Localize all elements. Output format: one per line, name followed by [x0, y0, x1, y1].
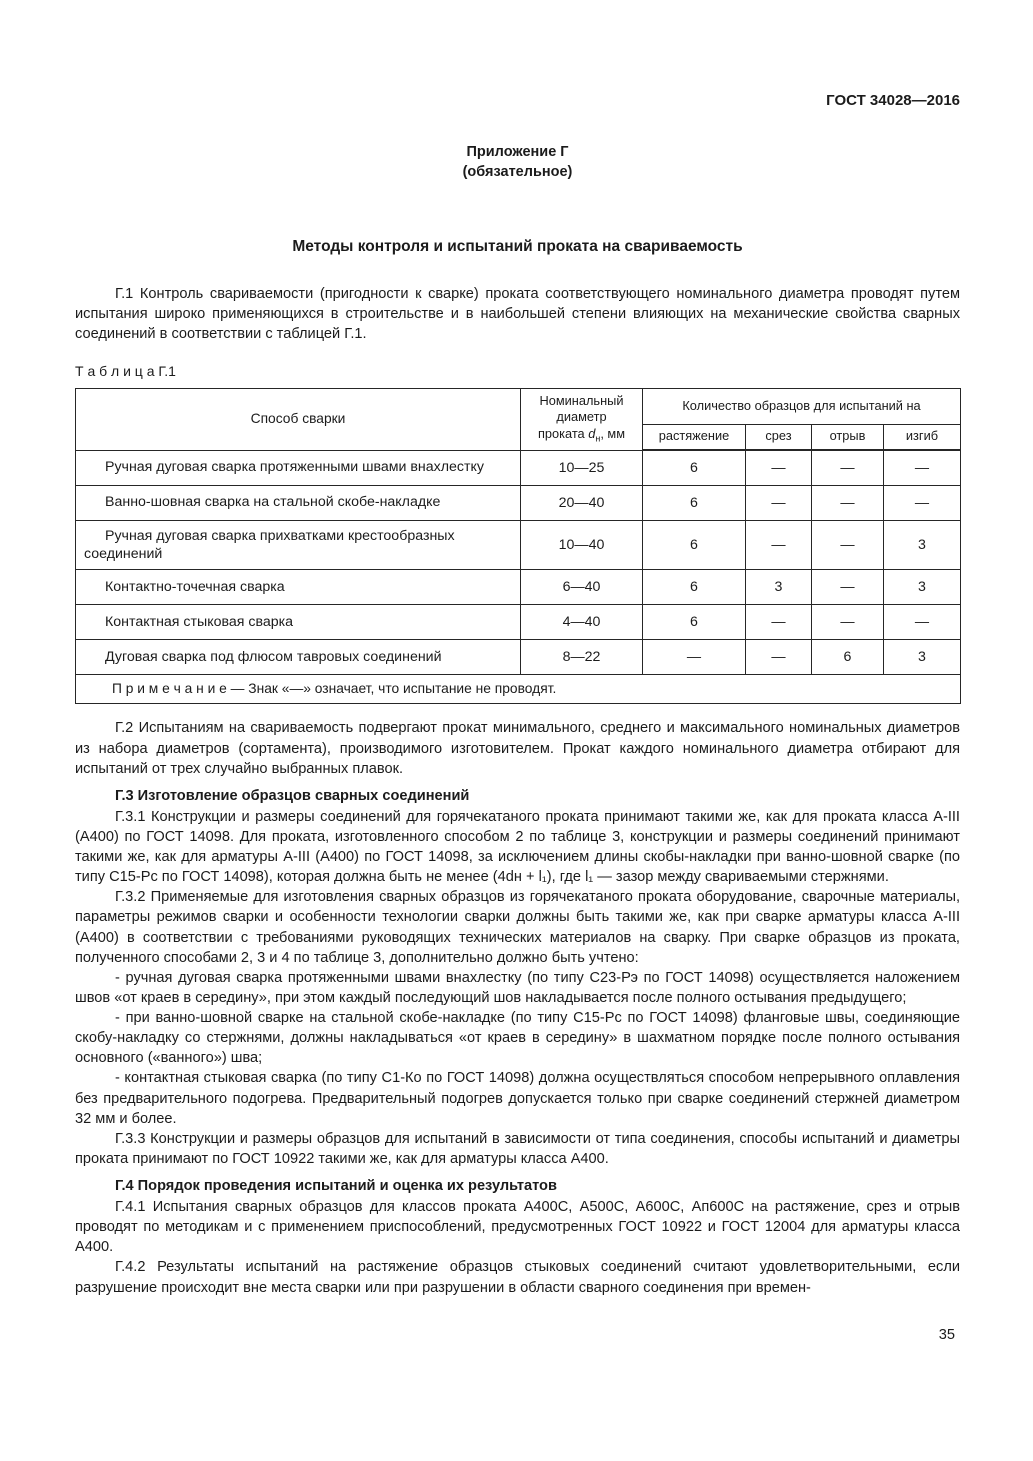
- cell-tension: 6: [643, 485, 746, 520]
- cell-bend: —: [884, 605, 961, 640]
- cell-shear: —: [746, 520, 812, 570]
- cell-diameter: 6—40: [521, 570, 643, 605]
- cell-diameter: 8—22: [521, 640, 643, 675]
- cell-tearoff: 6: [812, 640, 884, 675]
- paragraph-g1: Г.1 Контроль свариваемости (пригодности к сварке) проката соответствующего номинального диаметра проводят путем испытания широко применяющихся в строительстве и в наибольшей степени влияющих на механические свойства сварных соединений в соответствии с таблицей Г.1.: [75, 286, 960, 343]
- heading-g4: Г.4 Порядок проведения испытаний и оценка их результатов: [115, 1178, 557, 1195]
- paragraph-g3-2: Г.3.2 Применяемые для изготовления сварных образцов из горячекатаного проката оборудование, сварочные материалы, параметры режимов сварки и особенности технологии сварки должны быть такими же, как при сварке арматуры класса А-III (А400) в соответствии с требованиями руководящих технических материалов на сварку. При сварке образцов из проката, полученного способами 2, 3 и 4 по таблице 3, дополнительно должно быть учтено:: [75, 889, 960, 966]
- table-note-label: П р и м е ч а н и е: [112, 681, 227, 697]
- cell-tearoff: —: [812, 570, 884, 605]
- cell-diameter: 20—40: [521, 485, 643, 520]
- cell-tension: 6: [643, 570, 746, 605]
- diameter-subscript: н: [595, 433, 601, 444]
- cell-method: Контактная стыковая сварка: [76, 605, 521, 640]
- appendix-title: Приложение Г: [466, 144, 569, 160]
- table-note-text: — Знак «—» означает, что испытание не проводят.: [226, 681, 557, 697]
- cell-bend: —: [884, 485, 961, 520]
- cell-tension: 6: [643, 450, 746, 485]
- column-header-diameter-unit: , мм: [600, 426, 626, 442]
- cell-diameter: 4—40: [521, 605, 643, 640]
- column-header-samples: Количество образцов для испытаний на: [643, 388, 961, 424]
- page-title: Методы контроля и испытаний проката на свариваемость: [292, 238, 743, 256]
- cell-shear: —: [746, 605, 812, 640]
- cell-shear: —: [746, 450, 812, 485]
- table-g1: [75, 388, 961, 705]
- cell-tearoff: —: [812, 450, 884, 485]
- column-header-diameter-line-3: проката: [537, 426, 589, 442]
- cell-diameter: 10—25: [521, 450, 643, 485]
- cell-tension: —: [643, 640, 746, 675]
- appendix-note: (обязательное): [462, 163, 573, 180]
- paragraph-g3-2-item-1: - ручная дуговая сварка протяженными швами внахлестку (по типу С23-Рэ по ГОСТ 14098) осуществляется наложением швов «от краев в середину», при этом каждый последующий шов накладывается после полного остывания предыдущего;: [75, 969, 960, 1006]
- appendix-heading: [75, 143, 960, 182]
- cell-shear: —: [746, 485, 812, 520]
- table-row: [76, 570, 961, 605]
- diameter-symbol: d: [588, 426, 596, 442]
- document-number: ГОСТ 34028—2016: [826, 92, 960, 109]
- table-note-row: [76, 675, 961, 704]
- table-row: [76, 640, 961, 675]
- column-header-diameter-line-1: Номинальный: [539, 392, 624, 408]
- column-header-diameter-line-2: диаметр: [556, 409, 607, 425]
- table-row: [76, 520, 961, 570]
- paragraph-g4-2: Г.4.2 Результаты испытаний на растяжение образцов стыковых соединений считают удовлетворительными, если разрушение происходит вне места сварки или при разрушении в области сварного соединения при времен-: [75, 1259, 960, 1296]
- cell-method: Ручная дуговая сварка прихватками крестообразных соединений: [76, 520, 521, 570]
- cell-method: Контактно-точечная сварка: [76, 570, 521, 605]
- table-header-row-1: [76, 388, 961, 424]
- cell-tearoff: —: [812, 605, 884, 640]
- cell-bend: —: [884, 450, 961, 485]
- table-label: Т а б л и ц а Г.1: [75, 362, 176, 379]
- cell-tension: 6: [643, 605, 746, 640]
- cell-diameter: 10—40: [521, 520, 643, 570]
- paragraph-g3-3: Г.3.3 Конструкции и размеры образцов для испытаний в зависимости от типа соединения, способы испытаний и диаметры проката принимают по ГОСТ 10922 такими же, как для арматуры класса А400.: [75, 1130, 960, 1167]
- cell-tension: 6: [643, 520, 746, 570]
- column-header-shear: срез: [746, 424, 812, 450]
- table-row: [76, 605, 961, 640]
- column-header-diameter: [521, 388, 643, 450]
- column-header-bend: изгиб: [884, 424, 961, 450]
- cell-tearoff: —: [812, 485, 884, 520]
- cell-bend: 3: [884, 520, 961, 570]
- cell-bend: 3: [884, 570, 961, 605]
- table-row: [76, 485, 961, 520]
- table-row: [76, 450, 961, 485]
- cell-bend: 3: [884, 640, 961, 675]
- paragraph-g2: Г.2 Испытаниям на свариваемость подвергают прокат минимального, среднего и максимального номинальных диаметров из набора диаметров (сортамента), производимого изготовителем. Прокат каждого номинального диаметра отбирают для испытаний от трех случайно выбранных плавок.: [75, 720, 960, 777]
- paragraph-g3-2-item-2: - при ванно-шовной сварке на стальной скобе-накладке (по типу С15-Рс по ГОСТ 14098) фланговые швы, соединяющие скобу-накладку со стержнями, должны накладываться «от краев в середину» в шахматном порядке после полного остывания основного («ванного») шва;: [75, 1010, 960, 1067]
- table-note: [76, 675, 961, 704]
- paragraph-g4-1: Г.4.1 Испытания сварных образцов для классов проката А400С, А500С, А600С, Ап600С на растяжение, срез и отрыв проводят по методикам и с применением приспособлений, предусмотренных ГОСТ 10922 и ГОСТ 12004 для арматуры класса А400.: [75, 1199, 960, 1256]
- cell-shear: 3: [746, 570, 812, 605]
- cell-tearoff: —: [812, 520, 884, 570]
- cell-shear: —: [746, 640, 812, 675]
- page-number: 35: [938, 1327, 955, 1343]
- cell-method: Ванно-шовная сварка на стальной скобе-накладке: [76, 485, 521, 520]
- paragraph-g3-1: Г.3.1 Конструкции и размеры соединений для горячекатаного проката принимают такими же, как для проката класса А-III (А400) по ГОСТ 14098. Для проката, изготовленного способом 2 по таблице 3, конструкции и размеры соединений принимают такими же, как для арматуры А-III (А400) по ГОСТ 14098, за исключением длины скобы-накладки при ванно-шовной сварке (по типу С15-Рс по ГОСТ 14098), которая должна быть не менее (4dн + l₁), где l₁ — зазор между свариваемыми стержнями.: [75, 808, 960, 886]
- column-header-tearoff: отрыв: [812, 424, 884, 450]
- cell-method: Дуговая сварка под флюсом тавровых соединений: [76, 640, 521, 675]
- heading-g3: Г.3 Изготовление образцов сварных соединений: [115, 787, 470, 804]
- paragraph-g3-2-item-3: - контактная стыковая сварка (по типу С1-Ко по ГОСТ 14098) должна осуществляться способом непрерывного оплавления без предварительного подогрева. Предварительный подогрев допускается только при сварке соединений стержней диаметром 32 мм и более.: [75, 1070, 960, 1127]
- cell-method: Ручная дуговая сварка протяженными швами внахлестку: [76, 450, 521, 485]
- column-header-method: Способ сварки: [76, 388, 521, 450]
- column-header-tension: растяжение: [643, 424, 746, 450]
